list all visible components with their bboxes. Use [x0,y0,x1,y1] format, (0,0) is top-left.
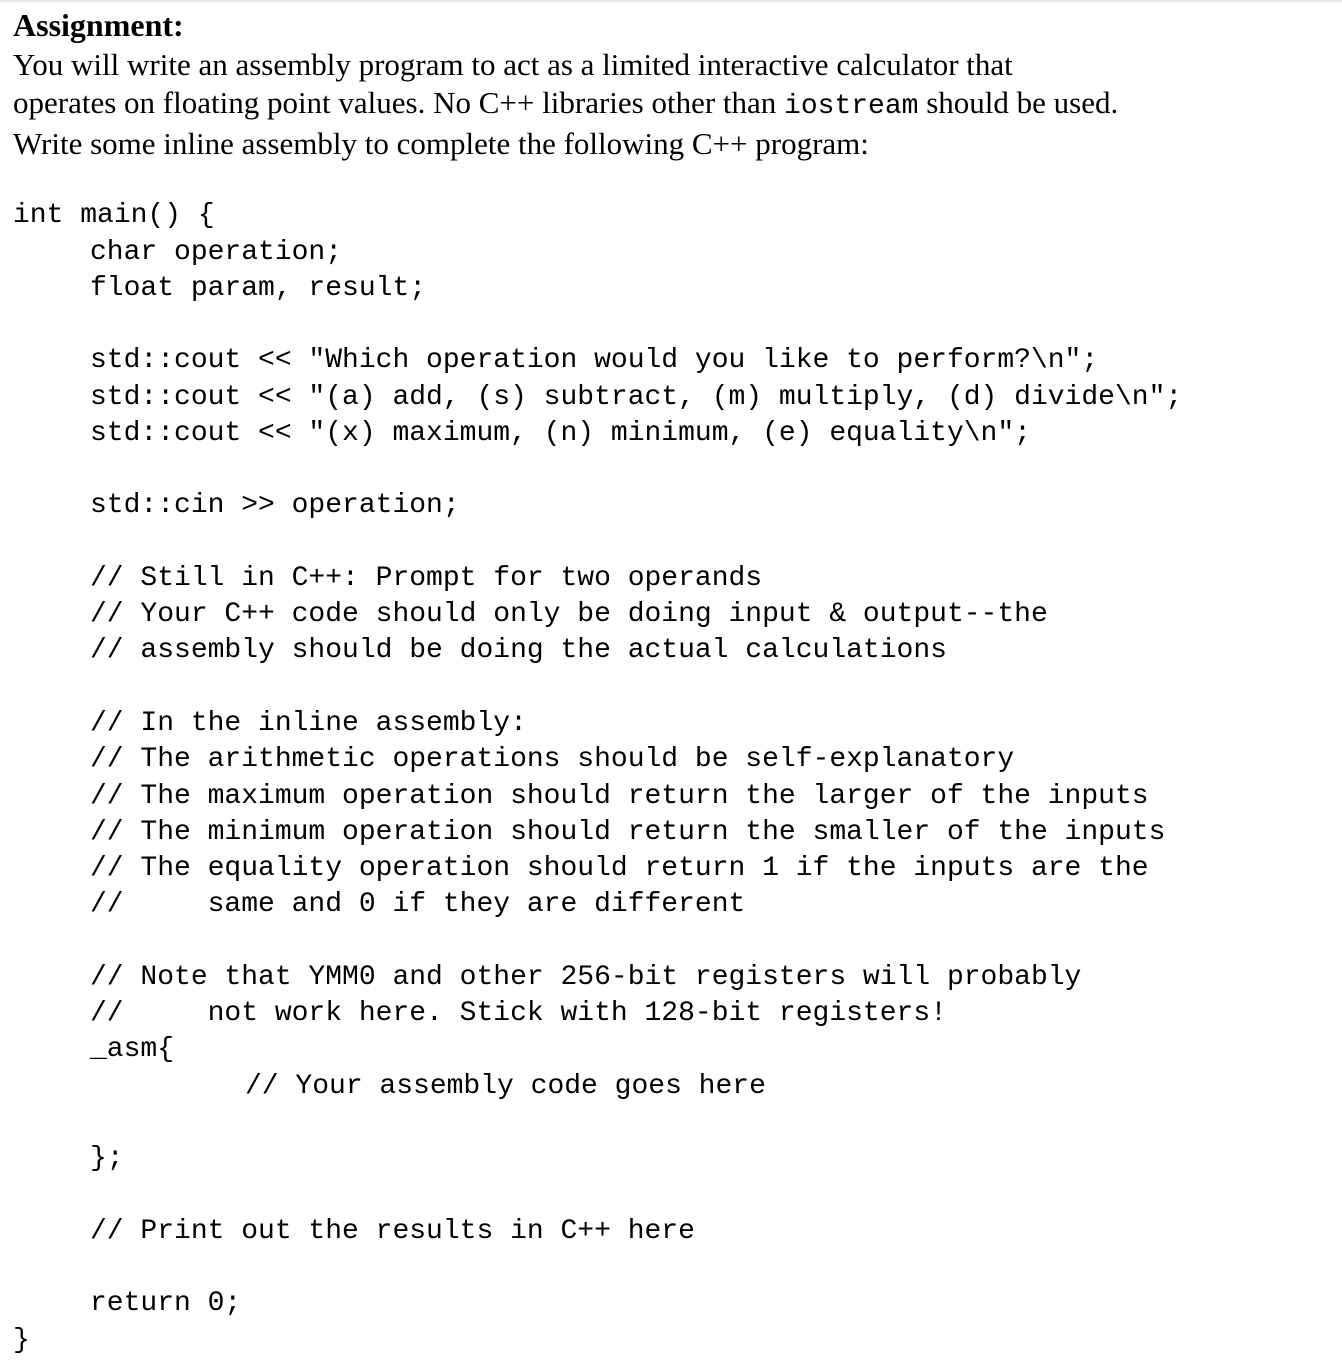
code-line: char operation; [90,237,343,268]
code-comment: // The minimum operation should return the smaller of the inputs [90,817,1166,848]
code-line: }; [90,1143,124,1174]
code-line: } [13,1325,30,1356]
code-comment: // Your assembly code goes here [245,1071,766,1102]
code-line: std::cout << "(x) maximum, (n) minimum, (e) equality\n"; [90,418,1031,449]
iostream-code: iostream [784,91,919,122]
code-comment: // Still in C++: Prompt for two operands [90,563,763,594]
code-comment: // Note that YMM0 and other 256-bit registers will probably [90,962,1082,993]
code-comment: // In the inline assembly: [90,708,527,739]
code-comment: // The equality operation should return 1 if the inputs are the [90,853,1149,884]
top-edge-shadow [0,0,1342,4]
code-line: std::cout << "(a) add, (s) subtract, (m) multiply, (d) divide\n"; [90,382,1183,413]
code-line: std::cout << "Which operation would you like to perform?\n"; [90,345,1099,376]
code-line: _asm{ [90,1034,175,1065]
code-comment: // The maximum operation should return the larger of the inputs [90,781,1149,812]
code-comment: // not work here. Stick with 128-bit registers! [90,998,947,1029]
code-comment: // The arithmetic operations should be self-explanatory [90,744,1015,775]
intro-line-2 [13,83,1118,127]
code-line: float param, result; [90,273,427,304]
intro-line-2-start: operates on floating point values. No C++ libraries other than [13,85,785,120]
intro-line-2-end: should be used. [918,85,1119,120]
code-line: std::cin >> operation; [90,490,460,521]
code-comment: // same and 0 if they are different [90,889,746,920]
intro-line-1: You will write an assembly program to act as a limited interactive calculator that [13,47,1013,82]
code-comment: // Print out the results in C++ here [90,1216,695,1247]
code-comment: // assembly should be doing the actual calculations [90,635,947,666]
code-comment: // Your C++ code should only be doing input & output--the [90,599,1048,630]
code-line: return 0; [90,1288,242,1319]
intro-line-3: Write some inline assembly to complete the following C++ program: [13,126,869,161]
assignment-heading: Assignment: [13,7,184,43]
code-line: int main() { [13,200,215,231]
